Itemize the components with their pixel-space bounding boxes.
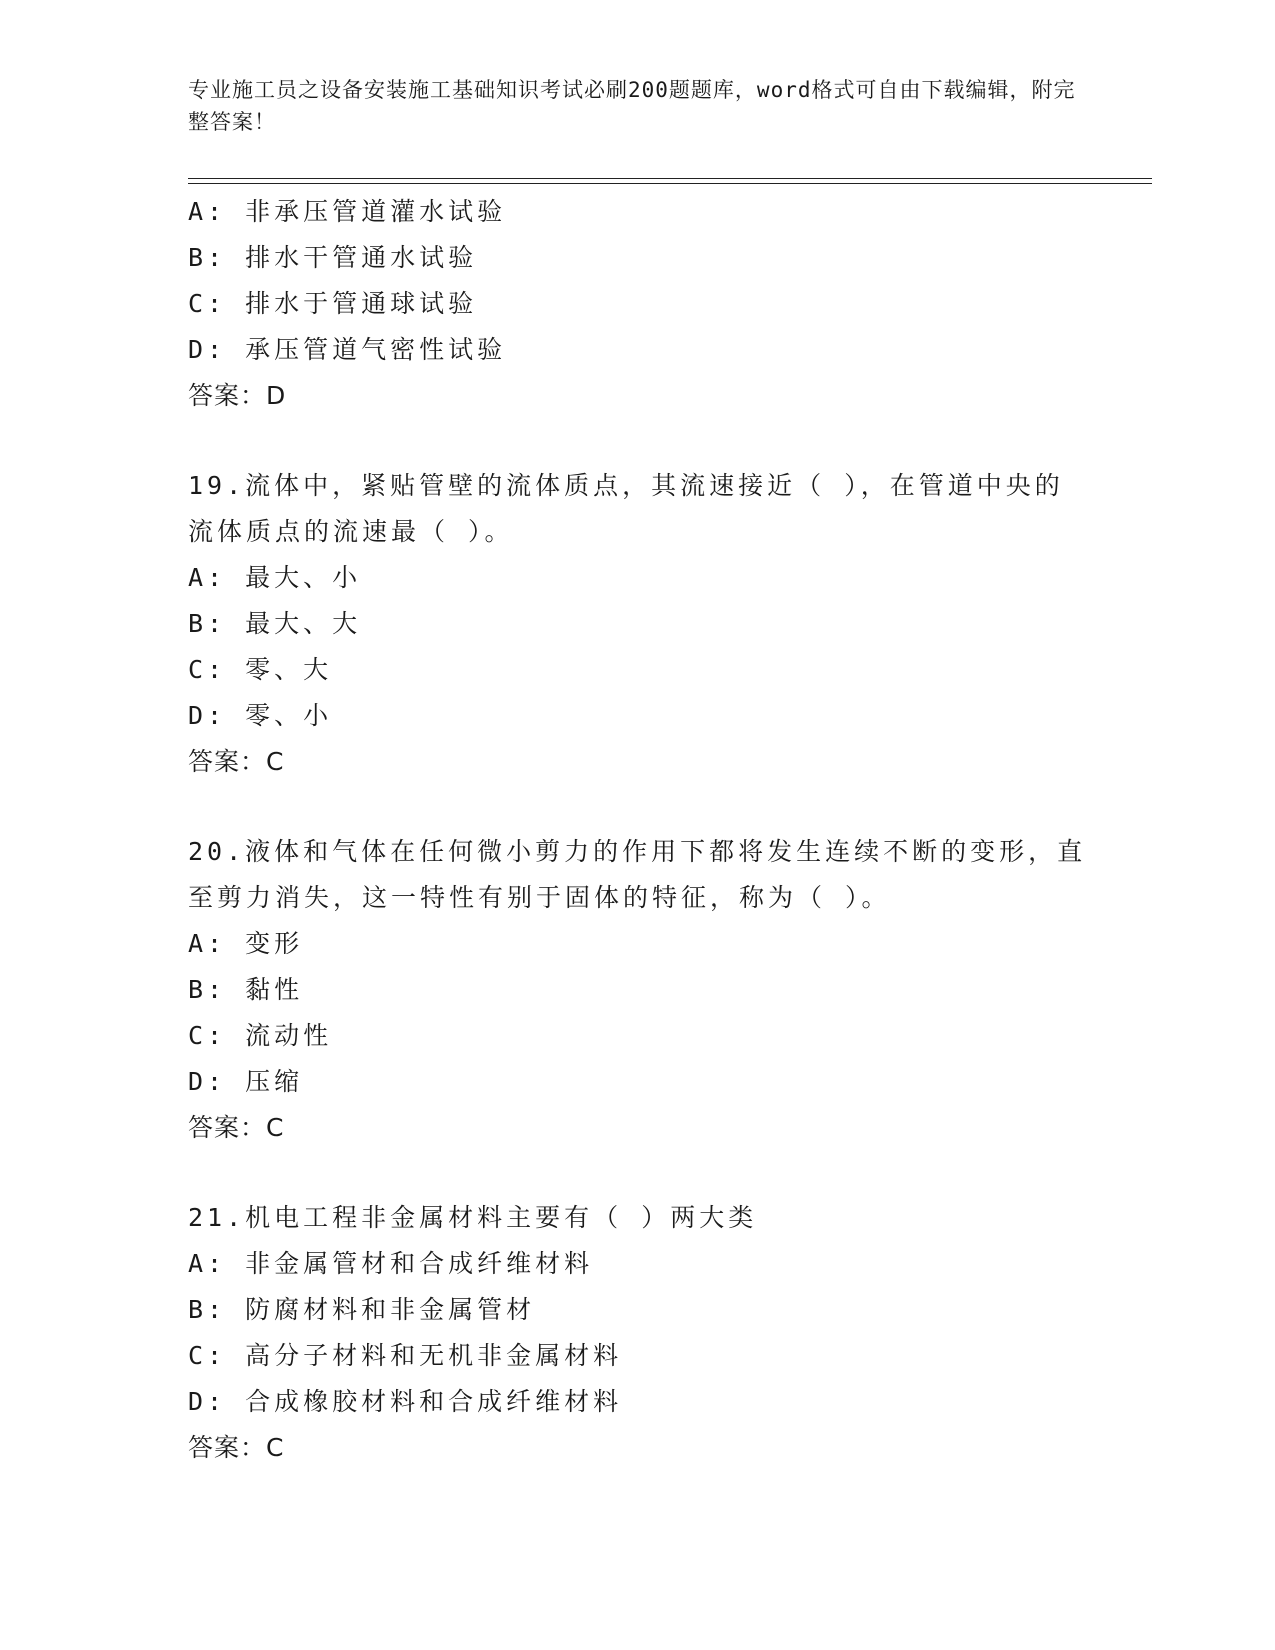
answer-line: 答案：C: [188, 1433, 285, 1462]
document-title: 专业施工员之设备安装施工基础知识考试必刷200题题库，word格式可自由下载编辑，附完整答案！: [188, 78, 1076, 134]
option-c: C: 高分子材料和无机非金属材料: [188, 1341, 623, 1370]
option-b: B: 最大、大: [188, 609, 362, 638]
document-header: [188, 74, 1088, 138]
option-b: B: 排水干管通水试验: [188, 243, 478, 272]
header-rule-bottom: [188, 183, 1152, 184]
option-d: D: 压缩: [188, 1067, 304, 1096]
question-text: 19.流体中，紧贴管壁的流体质点，其流速接近（ ），在管道中央的流体质点的流速最（ ）。: [188, 471, 1064, 546]
answer-line: 答案：C: [188, 1113, 285, 1142]
option-d: D: 零、小: [188, 701, 333, 730]
answer-line: 答案：C: [188, 747, 285, 776]
option-a: A: 非承压管道灌水试验: [188, 197, 507, 226]
question-block-21: [188, 1195, 1088, 1471]
question-text: 21.机电工程非金属材料主要有（ ）两大类: [188, 1203, 758, 1232]
option-d: D: 承压管道气密性试验: [188, 335, 507, 364]
option-d: D: 合成橡胶材料和合成纤维材料: [188, 1387, 623, 1416]
question-block-18: [188, 189, 1088, 419]
option-a: A: 非金属管材和合成纤维材料: [188, 1249, 594, 1278]
question-list: [188, 189, 1088, 1471]
option-a: A: 最大、小: [188, 563, 362, 592]
header-rule-top: [188, 178, 1152, 179]
question-block-19: [188, 463, 1088, 785]
option-c: C: 排水于管通球试验: [188, 289, 478, 318]
option-c: C: 零、大: [188, 655, 333, 684]
option-a: A: 变形: [188, 929, 304, 958]
question-text: 20.液体和气体在任何微小剪力的作用下都将发生连续不断的变形，直至剪力消失，这一特性有别于固体的特征，称为（ ）。: [188, 837, 1087, 912]
option-c: C: 流动性: [188, 1021, 333, 1050]
option-b: B: 防腐材料和非金属管材: [188, 1295, 536, 1324]
option-b: B: 黏性: [188, 975, 304, 1004]
question-block-20: [188, 829, 1088, 1151]
answer-line: 答案：D: [188, 381, 287, 410]
